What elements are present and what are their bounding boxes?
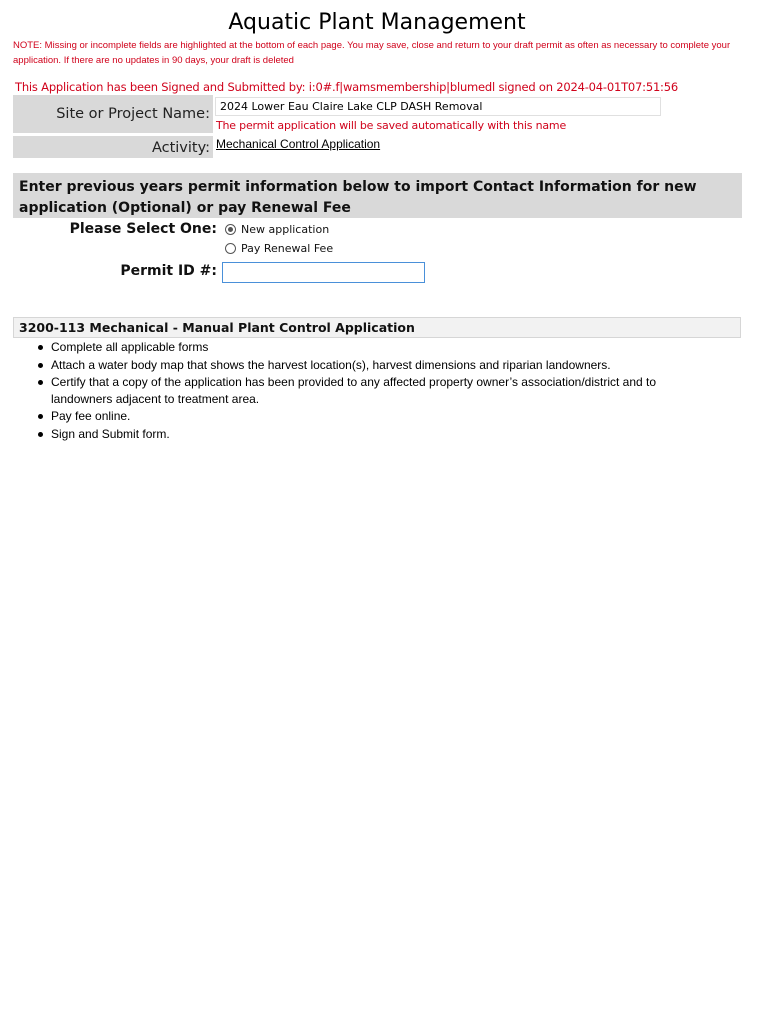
activity-label: Activity: xyxy=(13,136,213,158)
list-item: Pay fee online. xyxy=(51,408,713,425)
permit-id-input[interactable] xyxy=(222,262,425,283)
draft-note: NOTE: Missing or incomplete fields are highlighted at the bottom of each page. You may save, close and return to your draft permit as often as necessary to complete your application. If there are no updates in 90 days, your draft is deleted xyxy=(13,40,731,66)
pay-renewal-radio[interactable] xyxy=(225,243,236,254)
instruction-list xyxy=(13,339,713,443)
list-item: Attach a water body map that shows the harvest location(s), harvest dimensions and riparian landowners. xyxy=(51,357,713,374)
new-application-radio[interactable] xyxy=(225,224,236,235)
autosave-note: The permit application will be saved automatically with this name xyxy=(216,119,567,132)
new-application-label: New application xyxy=(241,223,330,236)
pay-renewal-option[interactable] xyxy=(225,242,333,255)
activity-link[interactable]: Mechanical Control Application xyxy=(216,137,381,151)
signed-status: This Application has been Signed and Submitted by: i:0#.f|wamsmembership|blumedl signed on 2024-04-01T07:51:56 xyxy=(15,80,678,94)
site-name-label: Site or Project Name: xyxy=(13,95,213,133)
previous-permit-heading: Enter previous years permit information below to import Contact Information for new application (Optional) or pay Renewal Fee xyxy=(13,173,742,218)
list-item: Sign and Submit form. xyxy=(51,426,713,443)
application-heading: 3200-113 Mechanical - Manual Plant Control Application xyxy=(13,317,741,338)
select-one-label: Please Select One: xyxy=(69,221,217,237)
new-application-option[interactable] xyxy=(225,223,329,236)
list-item: Certify that a copy of the application has been provided to any affected property owner’s association/district and to landowners adjacent to treatment area. xyxy=(51,374,713,407)
permit-id-label: Permit ID #: xyxy=(120,263,217,279)
pay-renewal-label: Pay Renewal Fee xyxy=(241,242,334,255)
page-title: Aquatic Plant Management xyxy=(228,10,526,35)
list-item: Complete all applicable forms xyxy=(51,339,713,356)
site-name-input[interactable] xyxy=(215,97,661,116)
